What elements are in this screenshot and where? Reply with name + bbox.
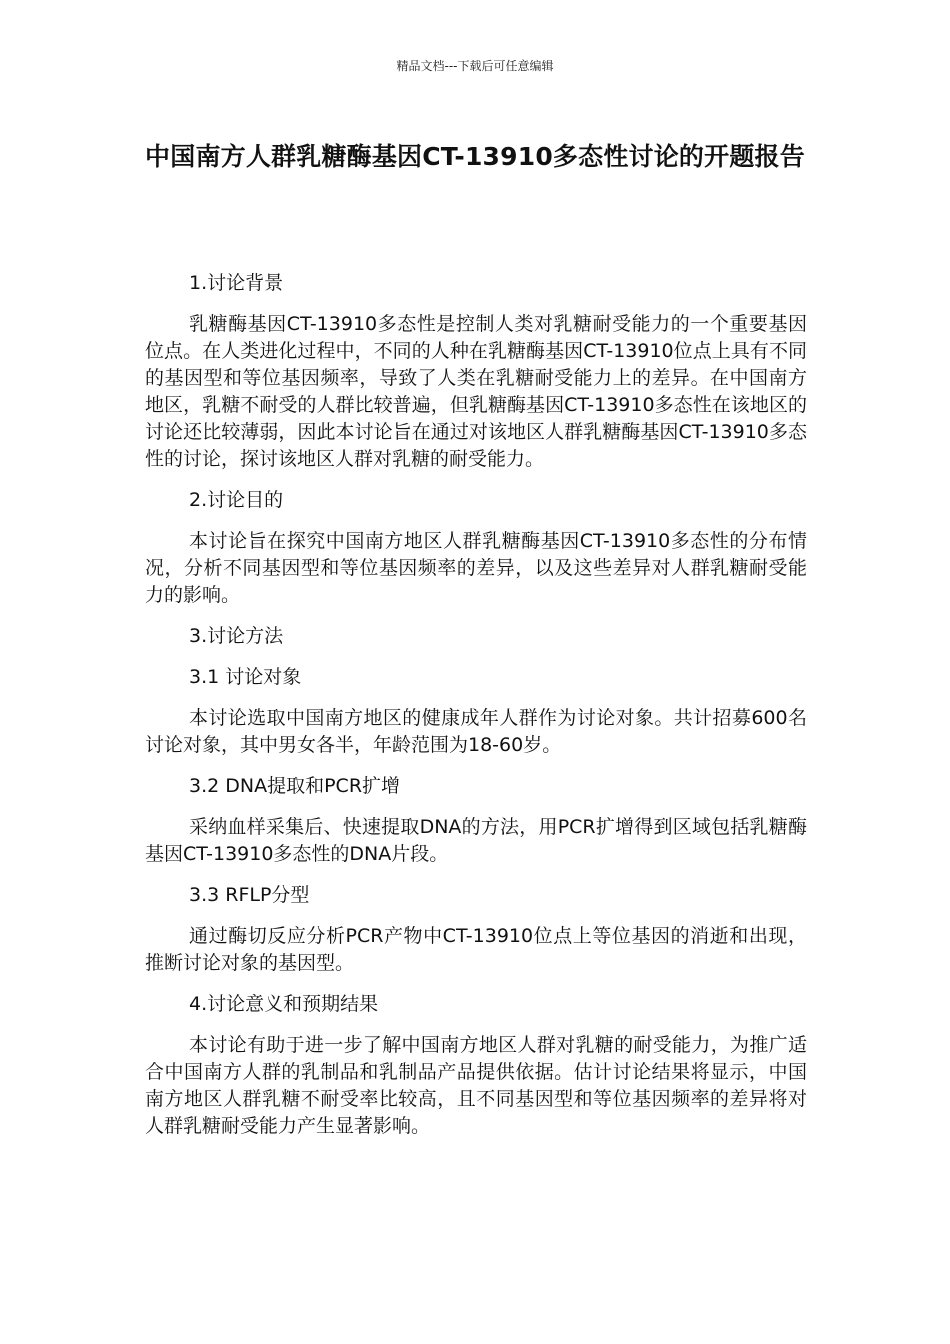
section-heading-2: 2.讨论目的 [189, 489, 284, 511]
document-title: 中国南方人群乳糖酶基因CT-13910多态性讨论的开题报告 [145, 142, 805, 171]
section-paragraph-3-3: 通过酶切反应分析PCR产物中CT-13910位点上等位基因的消逝和出现，推断讨论对象的基因型。 [145, 925, 807, 974]
section-paragraph-1: 乳糖酶基因CT-13910多态性是控制人类对乳糖耐受能力的一个重要基因位点。在人类进化过程中，不同的人种在乳糖酶基因CT-13910位点上具有不同的基因型和等位基因频率，导致了人类在乳糖耐受能力上的差异。在中国南方地区，乳糖不耐受的人群比较普遍，但乳糖酶基因CT-13910多态性在该地区的讨论还比较薄弱，因此本讨论旨在通过对该地区人群乳糖酶基因CT-13910多态性的讨论，探讨该地区人群对乳糖的耐受能力。 [145, 313, 807, 470]
section-paragraph-3-2: 采纳血样采集后、快速提取DNA的方法，用PCR扩增得到区域包括乳糖酶基因CT-13910多态性的DNA片段。 [145, 816, 807, 865]
section-paragraph-3-1: 本讨论选取中国南方地区的健康成年人群作为讨论对象。共计招募600名讨论对象，其中男女各半，年龄范围为18-60岁。 [145, 707, 807, 756]
page-header: 精品文档---下载后可任意编辑 [396, 59, 554, 73]
document-body [145, 270, 807, 1154]
section-heading-3: 3.讨论方法 [189, 625, 284, 647]
section-paragraph-4: 本讨论有助于进一步了解中国南方地区人群对乳糖的耐受能力，为推广适合中国南方人群的乳制品和乳制品产品提供依据。估计讨论结果将显示，中国南方地区人群乳糖不耐受率比较高，且不同基因型和等位基因频率的差异将对人群乳糖耐受能力产生显著影响。 [145, 1034, 807, 1137]
section-paragraph-2: 本讨论旨在探究中国南方地区人群乳糖酶基因CT-13910多态性的分布情况，分析不同基因型和等位基因频率的差异，以及这些差异对人群乳糖耐受能力的影响。 [145, 530, 807, 606]
section-heading-3-2: 3.2 DNA提取和PCR扩增 [189, 775, 401, 797]
section-heading-4: 4.讨论意义和预期结果 [189, 993, 379, 1015]
section-heading-3-3: 3.3 RFLP分型 [189, 884, 310, 906]
section-heading-3-1: 3.1 讨论对象 [189, 666, 302, 688]
section-heading-1: 1.讨论背景 [189, 272, 284, 294]
